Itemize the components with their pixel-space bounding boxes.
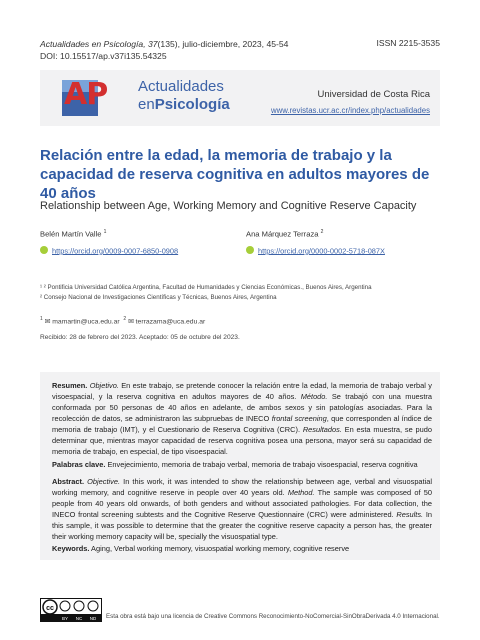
author-2 xyxy=(246,229,385,260)
resumen-text: En esta muestra, se pudo determinar que, mientras mayor capacidad de reserva cognitiva posea una persona, mayor será su capacidad de memoria de trabajo, en especial, de tipo visoespacial. xyxy=(52,425,432,456)
keywords-label: Keywords. xyxy=(52,544,90,553)
license-text: Esta obra está bajo una licencia de Creative Commons Reconocimiento-NoComercial-SinObraDerivada 4.0 Internacional. xyxy=(106,613,440,620)
abstract-label: Abstract. xyxy=(52,477,85,486)
abstract-objective-label: Objective. xyxy=(87,477,121,486)
cc-nd-label: ND xyxy=(89,616,97,621)
received-dates: Recibido: 28 de febrero del 2023. Aceptado: 05 de octubre del 2023. xyxy=(40,334,240,341)
palabras-clave xyxy=(52,459,432,470)
doi[interactable]: DOI: 10.15517/ap.v37i135.54325 xyxy=(40,51,167,61)
resumen-label: Resumen. xyxy=(52,381,88,390)
email-sup: 2 xyxy=(123,316,127,322)
article-subtitle: Relationship between Age, Working Memory and Cognitive Reserve Capacity xyxy=(40,200,417,212)
university-name: Universidad de Costa Rica xyxy=(317,89,430,100)
cc-nc-label: NC xyxy=(75,616,83,621)
orcid-link[interactable]: https://orcid.org/0000-0002-5718-087X xyxy=(258,245,385,255)
journal-name: Actualidades en Psicología, xyxy=(40,39,146,49)
keywords-text: Aging, Verbal working memory, visuospatial working memory, cognitive reserve xyxy=(89,544,350,553)
resumen-resultados-label: Resultados. xyxy=(302,425,342,434)
resumen-text: Se trabajó con una muestra conformada por 50 personas de 40 años en adelante, de ambos sexos y sin patologías asociadas. Para la recolección de datos, se administraron las subpruebas de INECO xyxy=(52,392,432,423)
author-sup: 1 xyxy=(103,229,107,235)
logo-text-line1: Actualidades xyxy=(138,78,224,95)
resumen-metodo-label: Método. xyxy=(300,392,328,401)
resumen-frontal: frontal screening xyxy=(271,414,327,423)
issn: ISSN 2215-3535 xyxy=(376,38,440,48)
keywords xyxy=(52,543,432,554)
resumen-text: , que corresponden al índice de memoria de trabajo (IMT), y el Cuestionario de Reserva Cognitiva (CRC). xyxy=(52,414,432,434)
abstract-text: In this work, it was intended to show the relationship between age, verbal and visuospatial working memory, and cognitive reserve in people over 40 years old. xyxy=(52,477,432,497)
email-row xyxy=(40,316,205,325)
resumen-paragraph xyxy=(52,380,432,457)
abstract-results-label: Results. xyxy=(396,510,424,519)
article-title: Relación entre la edad, la memoria de trabajo y la capacidad de reserva cognitiva en adultos mayores de 40 años xyxy=(40,147,430,202)
cc-by-label: BY xyxy=(61,616,69,621)
resumen-objetivo-label: Objetivo. xyxy=(89,381,119,390)
email-sup: 1 xyxy=(40,316,43,322)
email-link[interactable]: terrazama@uca.edu.ar xyxy=(135,318,206,326)
affiliation-1: ¹ ² Pontificia Universidad Católica Argentina, Facultad de Humanidades y Ciencias Económicas., Buenos Aires, Argentina xyxy=(40,284,372,291)
abstract-method-label: Method. xyxy=(287,488,315,497)
logo-text-psicologia: Psicología xyxy=(154,96,230,113)
issue-info: (135), julio-diciembre, 2023, 45-54 xyxy=(157,39,289,49)
author-sup: 2 xyxy=(320,229,324,235)
cc-mark: cc xyxy=(46,605,54,612)
orcid-link[interactable]: https://orcid.org/0009-0007-6850-0908 xyxy=(52,245,179,255)
palabras-text: Envejecimiento, memoria de trabajo verbal, memoria de trabajo visoespacial, reserva cognitiva xyxy=(105,460,418,469)
logo-text-en: en xyxy=(138,96,155,113)
palabras-label: Palabras clave. xyxy=(52,460,106,469)
cc-license-badge-icon[interactable] xyxy=(40,598,102,622)
email-link[interactable]: mamartin@uca.edu.ar xyxy=(52,318,120,326)
volume: 37 xyxy=(147,39,158,49)
email-icon: ✉ xyxy=(44,318,51,326)
author-1 xyxy=(40,229,178,260)
abstract-text: The sample was composed of 50 people from 40 years old onwards, of both genders and without associated pathologies. For data collection, the INECO frontal screening subtests and the Cognitive Reserve Questionnaire (CRC) were administered. xyxy=(52,488,432,519)
author-name: Ana Márquez Terraza xyxy=(246,229,319,239)
citation-header xyxy=(40,38,288,62)
author-name: Belén Martín Valle xyxy=(40,229,102,239)
affiliation-2: ² Consejo Nacional de Investigaciones Científicas y Técnicas, Buenos Aires, Argentina xyxy=(40,294,277,301)
orcid-icon xyxy=(40,246,48,254)
logo-text-line2 xyxy=(138,96,230,113)
resumen-text: En este trabajo, se pretende conocer la relación entre la edad, la memoria de trabajo verbal y visoespacial, y la reserva cognitiva en adultos mayores de 40 años. xyxy=(52,381,432,401)
email-icon: ✉ xyxy=(128,318,134,326)
abstract-paragraph xyxy=(52,476,432,542)
logo-mark: AP xyxy=(64,77,108,112)
journal-url-link[interactable]: www.revistas.ucr.ac.cr/index.php/actualidades xyxy=(270,106,430,115)
orcid-icon xyxy=(246,246,254,254)
abstract-text: In this sample, it was possible to determine that the greater the cognitive reserve capacity a person has, the greater their working memory capacity will be, specially the visuospatial type. xyxy=(52,510,432,541)
